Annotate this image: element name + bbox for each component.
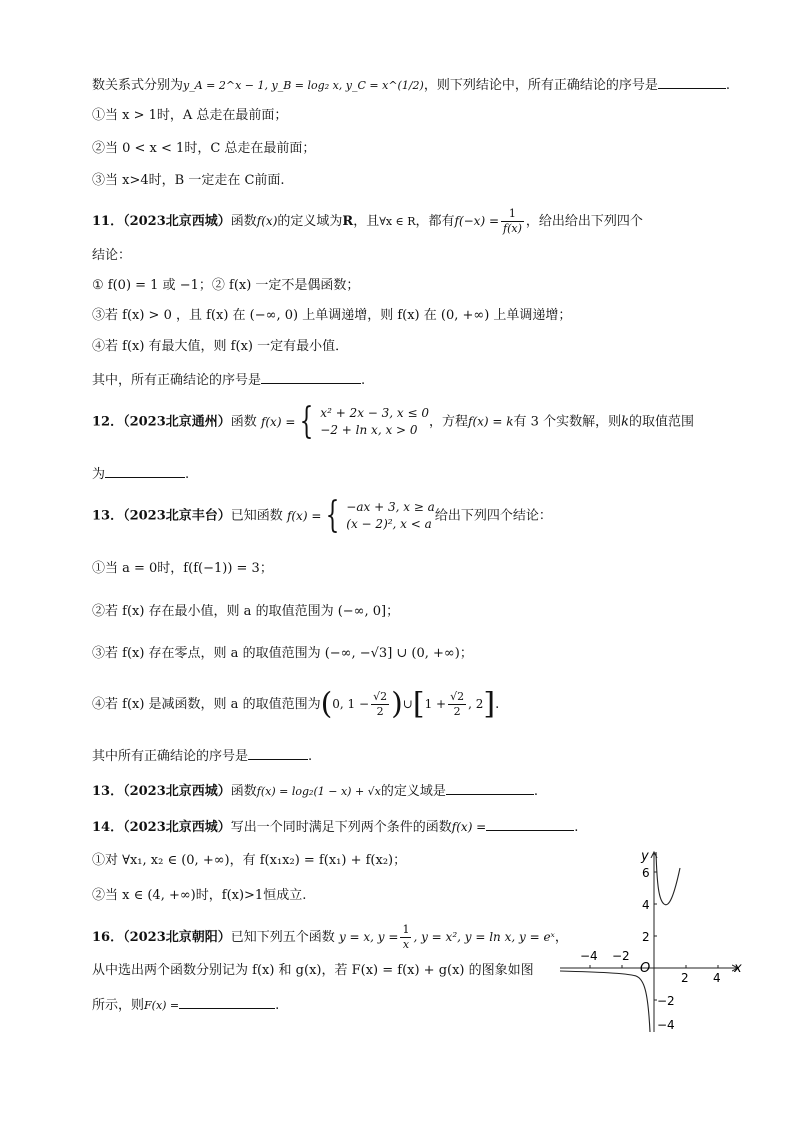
punct: . — [533, 784, 539, 799]
bracket-open-icon: [ — [412, 686, 425, 722]
q11-fx: f(x) — [256, 214, 278, 228]
q13a-cases — [346, 499, 435, 533]
answer-blank[interactable] — [486, 816, 574, 831]
y-tick-label: 4 — [642, 898, 650, 912]
q13a-conclusion-3: ③若 f(x) 存在零点，则 a 的取值范围为 (−∞, −√3] ∪ (0, +∞)； — [92, 646, 473, 661]
answer-blank[interactable] — [261, 369, 361, 384]
q11-text: ，且 — [353, 214, 380, 229]
q13b-text: 的定义域是 — [380, 784, 446, 799]
answer-blank[interactable] — [248, 745, 308, 760]
x-axis-label: x — [734, 961, 742, 976]
q12-text: 的取值范围 — [628, 414, 694, 430]
q13b-text: 函数 — [230, 784, 257, 799]
q16-frac — [400, 923, 411, 952]
q11-fraction — [501, 207, 524, 236]
q13a-case-1: −ax + 3, x ≥ a — [346, 500, 435, 514]
q12-answer-line — [92, 463, 189, 484]
q13a-conclusion-4 — [92, 684, 499, 725]
q14-number: 14．（2023北京西城） — [92, 820, 231, 835]
q16-line-2: 从中选出两个函数分别记为 f(x) 和 g(x)，若 F(x) = f(x) + g(x) 的图象如图 — [92, 963, 534, 978]
q16-stem — [92, 922, 568, 953]
q13b-number: 13．（2023北京西城） — [92, 784, 231, 799]
bracket-close-icon: ] — [483, 686, 496, 722]
y-tick-label: −4 — [657, 1018, 675, 1032]
punct: . — [725, 78, 731, 93]
y-tick-label: −2 — [657, 994, 675, 1008]
q12-case-2: −2 + ln x, x > 0 — [320, 423, 418, 437]
q13a-number: 13．（2023北京丰台） — [92, 508, 231, 524]
q14-condition-1: ①对 ∀x₁, x₂ ∈ (0, +∞)，有 f(x₁x₂) = f(x₁) + f(x₂)； — [92, 853, 407, 868]
q13a-fx: f(x) = — [286, 509, 322, 523]
q16-line-3 — [92, 994, 279, 1015]
paren-open-icon: ( — [320, 686, 333, 722]
brace-icon: { — [299, 401, 314, 442]
frac-den: 2 — [453, 705, 461, 718]
q16-funcs: , y = x², y = ln x, y = eˣ — [413, 930, 555, 944]
q13a-ask — [92, 745, 312, 766]
statement-2: ②当 0 < x < 1时，C 总走在最前面； — [92, 141, 316, 156]
intro-text: 数关系式分别为 — [92, 78, 184, 93]
q13a-piecewise — [286, 495, 435, 536]
q11-text: ，给出给出下列四个 — [525, 214, 643, 229]
punct: . — [275, 998, 280, 1013]
brace-icon: { — [325, 495, 340, 536]
q14-text: 写出一个同时满足下列两个条件的函数 — [230, 820, 452, 835]
q12-stem — [92, 401, 694, 442]
q11-ask-text: 其中，所有正确结论的序号是 — [92, 373, 262, 388]
frac-den: x — [402, 938, 410, 951]
q11-eq: f(−x) = — [454, 214, 499, 228]
q11-text: 的定义域为 — [277, 214, 343, 229]
q12-fx: f(x) = — [260, 415, 296, 429]
punct: ， — [554, 930, 568, 945]
punct: . — [495, 697, 500, 712]
q14-condition-2: ②当 x ∈ (4, +∞)时，f(x)>1恒成立. — [92, 888, 307, 903]
frac-den: 2 — [376, 705, 384, 718]
q13a-frac2 — [448, 690, 466, 719]
punct: . — [574, 820, 579, 835]
x-tick-label: 2 — [681, 971, 689, 985]
q11-text: ，都有 — [415, 214, 455, 229]
punct: . — [361, 373, 366, 388]
q12-text: 有 3 个实数解，则 — [513, 414, 622, 430]
q13b-stem — [92, 780, 538, 801]
answer-blank[interactable] — [179, 994, 275, 1009]
intro-question: ，则下列结论中，所有正确结论的序号是 — [423, 78, 658, 93]
frac-num: √2 — [450, 690, 465, 703]
q13a-conclusion-2: ②若 f(x) 存在最小值，则 a 的取值范围为 (−∞, 0]； — [92, 604, 400, 619]
q13a-conclusion-1: ①当 a = 0时，f(f(−1)) = 3； — [92, 561, 273, 576]
statement-1: ①当 x > 1时，A 总走在最前面； — [92, 108, 288, 123]
y-axis-label: y — [641, 849, 649, 864]
q11-conclusion-1: ① f(0) = 1 或 −1；② f(x) 一定不是偶函数； — [92, 278, 360, 293]
q11-R: R — [342, 214, 354, 229]
frac-num: 1 — [402, 923, 410, 936]
q13a-stem — [92, 495, 552, 536]
q16-text: 所示，则 — [92, 998, 145, 1013]
q11-conclusion-3: ③若 f(x) > 0 ，且 f(x) 在 (−∞, 0) 上单调递增，则 f(x) 在 (0, +∞) 上单调递增； — [92, 308, 572, 323]
x-tick-label: −4 — [580, 949, 598, 963]
q13a-ask-text: 其中所有正确结论的序号是 — [92, 749, 249, 764]
answer-blank[interactable] — [105, 463, 185, 478]
q16-number: 16．（2023北京朝阳） — [92, 930, 231, 945]
y-tick-label: 2 — [642, 930, 650, 944]
punct: . — [185, 467, 190, 482]
q13a-interval2-end: , 2 — [468, 697, 484, 711]
q16-text: 已知下列五个函数 — [230, 930, 335, 945]
x-tick-label: −2 — [612, 949, 630, 963]
q12-k: k — [621, 414, 629, 430]
intro-formula: y_A = 2^x − 1, y_B = log₂ x, y_C = x^(1/2) — [183, 79, 424, 92]
q13a-frac1 — [371, 690, 389, 719]
q13a-c4-text: ④若 f(x) 是减函数，则 a 的取值范围为 — [92, 697, 321, 712]
punct: . — [308, 749, 313, 764]
q14-fx: f(x) = — [451, 820, 487, 834]
function-graph — [556, 846, 746, 1036]
q14-stem — [92, 816, 578, 837]
q13a-interval1: 0, 1 − — [332, 697, 370, 711]
answer-blank[interactable] — [446, 780, 534, 795]
answer-blank[interactable] — [658, 74, 726, 89]
union-icon: ∪ — [402, 697, 413, 711]
q13a-text: 已知函数 — [230, 508, 283, 524]
q11-ask — [92, 369, 365, 390]
frac-den: f(x) — [503, 222, 522, 235]
q16-funcs: y = x, y = — [338, 930, 399, 944]
y-tick-label: 6 — [642, 866, 650, 880]
q12-prefix: 为 — [92, 467, 106, 482]
q11-forall: ∀x ∈ R — [379, 215, 416, 228]
q12-eq: f(x) = k — [468, 414, 514, 429]
q16-F: F(x) = — [144, 999, 180, 1012]
curve-right-branch — [656, 852, 680, 905]
q12-case-1: x² + 2x − 3, x ≤ 0 — [320, 406, 429, 420]
q13a-interval2: 1 + — [424, 697, 447, 711]
q11-text: 函数 — [230, 214, 257, 229]
q11-conclusions-label: 结论： — [92, 248, 132, 263]
frac-num: 1 — [501, 207, 524, 222]
q11-number: 11．（2023北京西城） — [92, 214, 231, 229]
q12-cases — [320, 405, 429, 439]
intro-line — [92, 74, 730, 95]
q13a-text: 给出下列四个结论： — [434, 508, 552, 524]
q13b-formula: f(x) = log₂(1 − x) + √x — [256, 785, 381, 798]
q12-text: 函数 — [230, 414, 257, 430]
q12-number: 12．（2023北京通州） — [92, 414, 231, 430]
statement-3: ③当 x>4时，B 一定走在 C前面. — [92, 173, 285, 188]
curve-left-branch — [560, 971, 650, 1032]
q12-text: ，方程 — [429, 414, 469, 430]
q12-piecewise — [260, 401, 429, 442]
frac-num: √2 — [373, 690, 388, 703]
origin-label: O — [640, 961, 651, 976]
q13a-case-2: (x − 2)², x < a — [346, 517, 432, 531]
x-tick-label: 4 — [713, 971, 721, 985]
paren-close-icon: ) — [391, 686, 403, 722]
q11-stem — [92, 206, 643, 237]
q11-conclusion-4: ④若 f(x) 有最大值，则 f(x) 一定有最小值． — [92, 339, 349, 354]
